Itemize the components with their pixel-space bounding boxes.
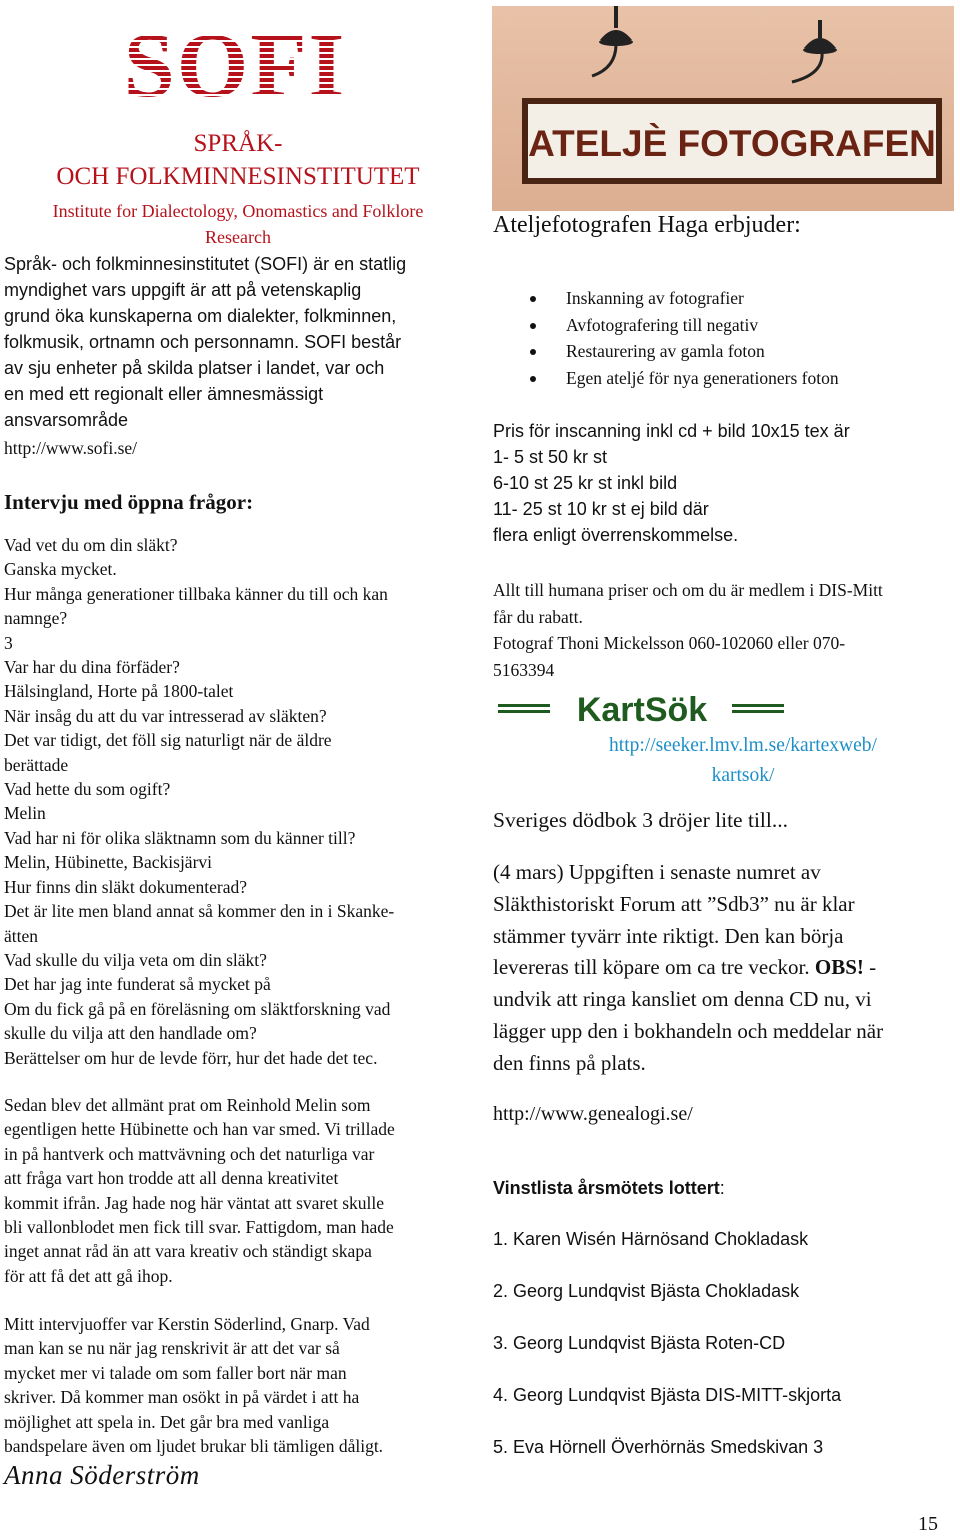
intro-line: myndighet vars uppgift är att på vetenskaplig — [4, 280, 362, 300]
price-line: flera enligt överrenskommelse. — [493, 525, 739, 545]
qa-line: Melin, Hübinette, Backisjärvi — [4, 852, 213, 873]
photographer-line: Fotograf Thoni Mickelsson 060-102060 eller 070- — [493, 633, 846, 653]
price-list — [493, 418, 953, 548]
lottery-item: 4. Georg Lundqvist Bjästa DIS-MITT-skjorta — [493, 1385, 842, 1405]
page-number: 15 — [918, 1513, 938, 1535]
service-item: Restaurering av gamla foton — [493, 338, 953, 365]
discount-text — [493, 577, 958, 683]
story-line: att fråga vart hon trodde att all denna kreativitet — [4, 1168, 339, 1189]
dodbok-line: lägger upp den i bokhandeln och meddelar när — [493, 1018, 884, 1043]
kartsok-logo[interactable] — [494, 686, 794, 730]
sofi-title-line2: OCH FOLKMINNESINSTITUTET — [56, 163, 420, 190]
price-line: Pris för inscanning inkl cd + bild 10x15 tex är — [493, 421, 850, 441]
qa-line: Vad vet du om din släkt? — [4, 535, 178, 555]
qa-line: ätten — [4, 925, 39, 946]
qa-line: Vad hette du som ogift? — [4, 779, 171, 800]
qa-line: När insåg du att du var intresserad av släkten? — [4, 705, 327, 726]
genealogi-link[interactable]: http://www.genealogi.se/ — [493, 1103, 693, 1125]
sofi-title-line1: SPRÅK- — [193, 130, 283, 157]
sofi-intro — [4, 251, 470, 433]
qa-line: Hälsingland, Horte på 1800-talet — [4, 681, 234, 702]
kartsok-logo-text: KartSök — [576, 691, 708, 729]
story-line: mycket mer vi talade om som faller bort när man — [4, 1362, 347, 1383]
qa-line: Det har jag inte funderat så mycket på — [4, 974, 271, 995]
story-line: man kan se nu när jag renskrivit är att det var så — [4, 1338, 340, 1359]
discount-line: får du rabatt. — [493, 606, 583, 627]
story-line: in på hantverk och mattvävning och det naturliga var — [4, 1143, 375, 1164]
lottery-item: 2. Georg Lundqvist Bjästa Chokladask — [493, 1281, 800, 1301]
intro-line: folkmusik, ortnamn och personnamn. SOFI består — [4, 332, 402, 352]
story-line: för att få det att gå ihop. — [4, 1265, 173, 1286]
service-item: Avfotografering till negativ — [493, 312, 953, 339]
obs-label: OBS! — [814, 955, 864, 980]
lottery-item: 3. Georg Lundqvist Bjästa Roten-CD — [493, 1333, 786, 1353]
intro-line: grund öka kunskaperna om dialekter, folkminnen, — [4, 306, 397, 326]
qa-line: Om du fick gå på en föreläsning om släktforskning vad — [4, 998, 391, 1019]
bullet-icon — [530, 296, 536, 302]
story-line: Mitt intervjuoffer var Kerstin Söderlind, Gnarp. Vad — [4, 1314, 370, 1334]
dodbok-line: undvik att ringa kansliet om denna CD nu, vi — [493, 987, 872, 1012]
qa-line: Det är lite men bland annat så kommer den in i Skanke- — [4, 901, 395, 922]
lottery-item: 1. Karen Wisén Härnösand Chokladask — [493, 1229, 809, 1249]
intro-line: en med ett regionalt eller ämnesmässigt — [4, 384, 324, 404]
qa-line: skulle du vilja att den handlade om? — [4, 1023, 257, 1044]
lottery-item: 5. Eva Hörnell Överhörnäs Smedskivan 3 — [493, 1437, 824, 1457]
qa-line: namnge? — [4, 608, 68, 629]
qa-line: Hur finns din släkt dokumenterad? — [4, 876, 248, 897]
atelje-sign-photo — [492, 6, 954, 211]
sofi-logo-text: SOFI — [123, 14, 347, 108]
qa-line: Vad skulle du vilja veta om din släkt? — [4, 949, 267, 970]
qa-line: Hur många generationer tillbaka känner du till och kan — [4, 583, 388, 604]
sofi-logo — [100, 12, 370, 108]
qa-line: Berättelser om hur de levde förr, hur det hade det tec. — [4, 1047, 378, 1068]
dodbok-heading: Sveriges dödbok 3 dröjer lite till... — [493, 808, 788, 832]
dodbok-line: den finns på plats. — [493, 1050, 646, 1075]
interview-heading: Intervju med öppna frågor: — [4, 490, 254, 514]
intro-line: Språk- och folkminnesinstitutet (SOFI) är en statlig — [4, 254, 407, 274]
lottery-list — [493, 1229, 958, 1489]
lottery-heading: Vinstlista årsmötets lottert: — [493, 1178, 725, 1198]
price-line: 6-10 st 25 kr st inkl bild — [493, 473, 678, 493]
qa-line: Var har du dina förfäder? — [4, 657, 180, 678]
story-line: inget annat råd än att vara kreativ och ständigt skapa — [4, 1241, 372, 1262]
dodbok-line: stämmer tyvärr inte riktigt. Den kan börja — [493, 923, 844, 948]
kartsok-url-line[interactable]: kartsok/ — [711, 765, 775, 786]
qa-line: Vad har ni för olika släktnamn som du känner till? — [4, 827, 356, 848]
sign-text: ATELJÈ FOTOGRAFEN — [528, 123, 936, 164]
author-signature: Anna Söderström — [4, 1460, 200, 1490]
price-line: 11- 25 st 10 kr st ej bild där — [493, 499, 709, 519]
bullet-icon — [530, 323, 536, 329]
bullet-icon — [530, 376, 536, 382]
story-line: kommit ifrån. Jag hade nog här väntat att svaret skulle — [4, 1192, 385, 1213]
service-item: Inskanning av fotografier — [493, 285, 953, 312]
qa-line: Melin — [4, 803, 46, 824]
dodbok-line: Släkthistoriskt Forum att ”Sdb3” nu är klar — [493, 891, 855, 916]
kartsok-link[interactable] — [493, 731, 960, 791]
story-paragraph-2 — [4, 1312, 470, 1458]
dodbok-line: levereras till köpare om ca tre veckor. OBS! - — [493, 955, 877, 980]
story-line: möjlighet att spela in. Det går bra med vanliga — [4, 1411, 330, 1432]
service-list — [493, 285, 953, 391]
kartsok-url-line[interactable]: http://seeker.lmv.lm.se/kartexweb/ — [609, 735, 877, 756]
price-line: 1- 5 st 50 kr st — [493, 447, 608, 467]
story-line: egentligen hette Hübinette och han var smed. Vi trillade — [4, 1119, 395, 1140]
service-item: Egen ateljé för nya generationers foton — [493, 365, 953, 392]
bullet-icon — [530, 349, 536, 355]
qa-line: Det var tidigt, det föll sig naturligt när de äldre — [4, 730, 332, 751]
interview-qa — [4, 533, 470, 1070]
story-line: bli vallonblodet men fick till svar. Fattigdom, man hade — [4, 1217, 394, 1238]
sofi-url[interactable]: http://www.sofi.se/ — [4, 438, 138, 458]
discount-line: Allt till humana priser och om du är medlem i DIS-Mitt — [493, 580, 883, 600]
story-line: bandspelare även om ljudet brukar bli tämligen dåligt. — [4, 1436, 384, 1457]
qa-line: berättade — [4, 754, 69, 775]
story-line: skriver. Då kommer man osökt in på värdet i att ha — [4, 1387, 360, 1408]
story-paragraph-1 — [4, 1093, 470, 1288]
qa-line: Ganska mycket. — [4, 559, 117, 580]
qa-line: 3 — [4, 632, 13, 653]
sofi-subtitle-line2: Research — [205, 227, 271, 247]
story-line: Sedan blev det allmänt prat om Reinhold Melin som — [4, 1095, 371, 1115]
dodbok-line: (4 mars) Uppgiften i senaste numret av — [493, 860, 821, 884]
atelje-heading: Ateljefotografen Haga erbjuder: — [493, 212, 801, 238]
dodbok-text — [493, 857, 958, 1080]
intro-line: ansvarsområde — [4, 410, 129, 430]
intro-line: av sju enheter på skilda platser i landet, var och — [4, 358, 385, 378]
photographer-line: 5163394 — [493, 659, 555, 680]
sofi-subtitle-line1: Institute for Dialectology, Onomastics and Folklore — [52, 201, 424, 221]
